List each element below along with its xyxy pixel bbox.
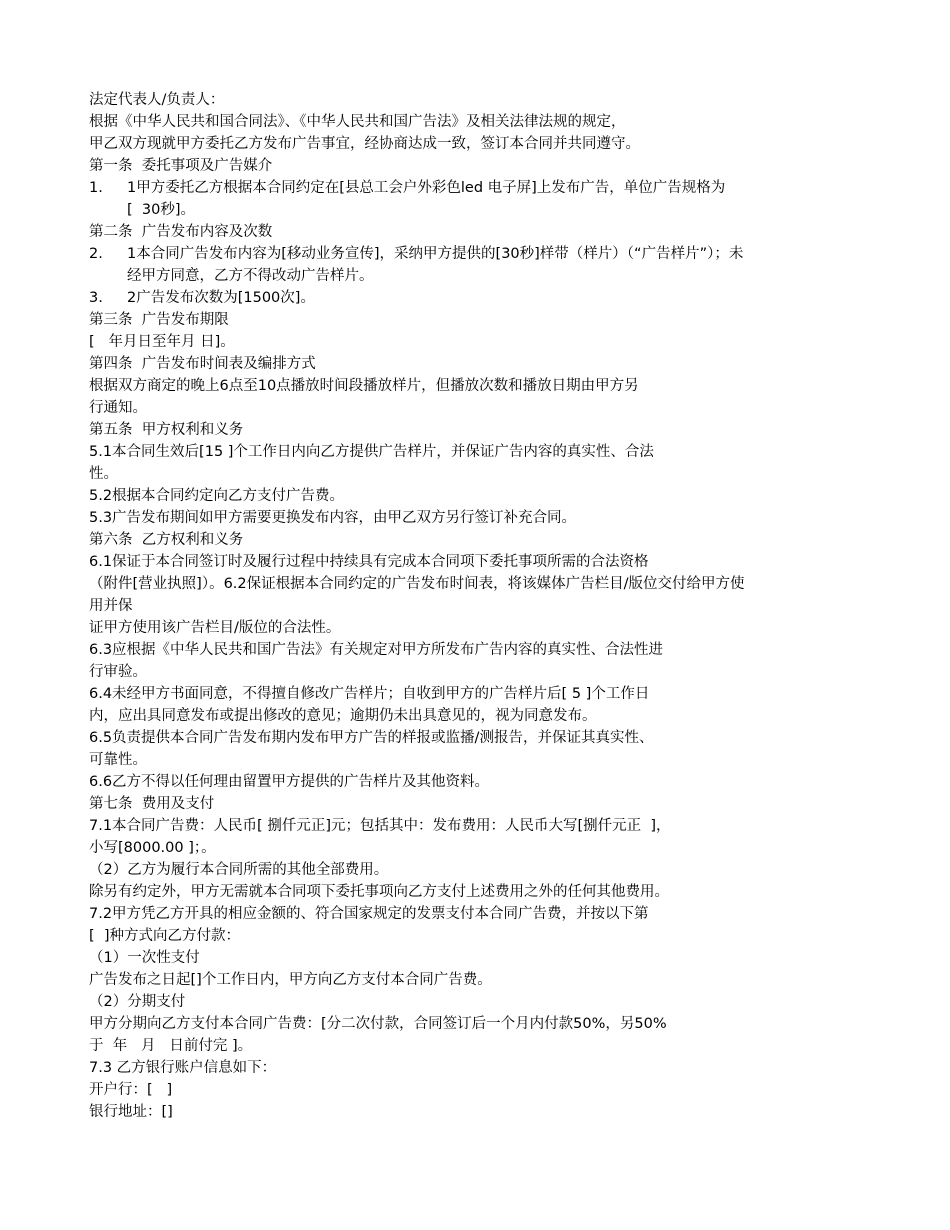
text-line: 小写[8000.00 ]；。 xyxy=(89,840,216,856)
item-number: 1. xyxy=(89,180,103,196)
text-line: 第六条 乙方权利和义务 xyxy=(89,532,244,548)
text-line: 广告发布之日起[]个工作日内，甲方向乙方支付本合同广告费。 xyxy=(89,972,492,988)
text-line: 第四条 广告发布时间表及编排方式 xyxy=(89,356,316,372)
text-line: 5.2根据本合同约定向乙方支付广告费。 xyxy=(89,488,345,504)
section-heading: 第一条 委托事项及广告媒介 xyxy=(89,158,273,174)
text-line: （2）分期支付 xyxy=(89,994,186,1010)
text-line: 第三条 广告发布期限 xyxy=(89,312,229,328)
text-line: 证甲方使用该广告栏目/版位的合法性。 xyxy=(89,620,341,636)
section-heading: 第二条 广告发布内容及次数 xyxy=(89,224,273,240)
numbered-item xyxy=(89,177,869,221)
text-line: 性。 xyxy=(89,466,118,482)
text-line: 6.4未经甲方书面同意，不得擅自修改广告样片；自收到甲方的广告样片后[ 5 ]个工作日 xyxy=(89,686,650,702)
text-line: 除另有约定外，甲方无需就本合同项下委托事项向乙方支付上述费用之外的任何其他费用。 xyxy=(89,884,669,900)
text-line: 行通知。 xyxy=(89,400,147,416)
text-line: 7.1本合同广告费：人民币[ 捌仟元正]元；包括其中：发布费用：人民币大写[捌仟元正 ]， xyxy=(89,818,671,834)
text-line: 甲方分期向乙方支付本合同广告费：[分二次付款，合同签订后一个月内付款50%，另50% xyxy=(89,1016,667,1032)
contract-body xyxy=(89,89,869,1123)
text-line: 5.3广告发布期间如甲方需要更换发布内容，由甲乙双方另行签订补充合同。 xyxy=(89,510,577,526)
text-line: 根据双方商定的晚上6点至10点播放时间段播放样片，但播放次数和播放日期由甲方另 xyxy=(89,378,639,394)
text-line: 6.5负责提供本合同广告发布期内发布甲方广告的样报或监播/测报告，并保证其真实性、 xyxy=(89,730,654,746)
numbered-item xyxy=(89,287,869,309)
item-number: 3. xyxy=(89,290,103,306)
text-line: 开户行：[ ] xyxy=(89,1082,173,1098)
item-text: 2广告发布次数为[1500次]。 xyxy=(127,290,315,306)
text-line: 第七条 费用及支付 xyxy=(89,796,215,812)
text-line: 第五条 甲方权利和义务 xyxy=(89,422,244,438)
item-text: 1甲方委托乙方根据本合同约定在[县总工会户外彩色led 电子屏]上发布广告，单位广告规格为 [ 30秒]。 xyxy=(127,180,726,218)
text-line: 用并保 xyxy=(89,598,133,614)
text-line: 根据《中华人民共和国合同法》、《中华人民共和国广告法》及相关法律法规的规定， xyxy=(89,114,626,130)
text-line: 银行地址：[] xyxy=(89,1104,173,1120)
text-line: （附件[营业执照]）。6.2保证根据本合同约定的广告发布时间表，将该媒体广告栏目/版位交付给甲方使 xyxy=(89,576,745,592)
text-line: 可靠性。 xyxy=(89,752,147,768)
item-number: 2. xyxy=(89,246,103,262)
text-line: 行审验。 xyxy=(89,664,147,680)
text-line: 内，应出具同意发布或提出修改的意见；逾期仍未出具意见的，视为同意发布。 xyxy=(89,708,597,724)
text-line: （1）一次性支付 xyxy=(89,950,200,966)
text-line: （2）乙方为履行本合同所需的其他全部费用。 xyxy=(89,862,389,878)
contract-clauses xyxy=(89,309,869,1123)
text-line: 7.2甲方凭乙方开具的相应金额的、符合国家规定的发票支付本合同广告费，并按以下第 xyxy=(89,906,649,922)
numbered-item xyxy=(89,243,869,287)
text-line: [ ]种方式向乙方付款： xyxy=(89,928,241,944)
text-line: 法定代表人/负责人： xyxy=(89,92,225,108)
text-line: 6.1保证于本合同签订时及履行过程中持续具有完成本合同项下委托事项所需的合法资格 xyxy=(89,554,649,570)
text-line: 于 年 月 日前付完 ]。 xyxy=(89,1038,253,1054)
text-line: 5.1本合同生效后[15 ]个工作日内向乙方提供广告样片，并保证广告内容的真实性、合法 xyxy=(89,444,654,460)
text-line: 6.6乙方不得以任何理由留置甲方提供的广告样片及其他资料。 xyxy=(89,774,490,790)
text-line: 甲乙双方现就甲方委托乙方发布广告事宜，经协商达成一致，签订本合同并共同遵守。 xyxy=(89,136,640,152)
text-line: [ 年月日至年月 日]。 xyxy=(89,334,235,350)
text-line: 7.3 乙方银行账户信息如下： xyxy=(89,1060,277,1076)
text-line: 6.3应根据《中华人民共和国广告法》有关规定对甲方所发布广告内容的真实性、合法性进 xyxy=(89,642,664,658)
item-text: 1本合同广告发布内容为[移动业务宣传]，采纳甲方提供的[30秒]样带（样片）（“广告样片”）；未 经甲方同意，乙方不得改动广告样片。 xyxy=(127,246,744,284)
